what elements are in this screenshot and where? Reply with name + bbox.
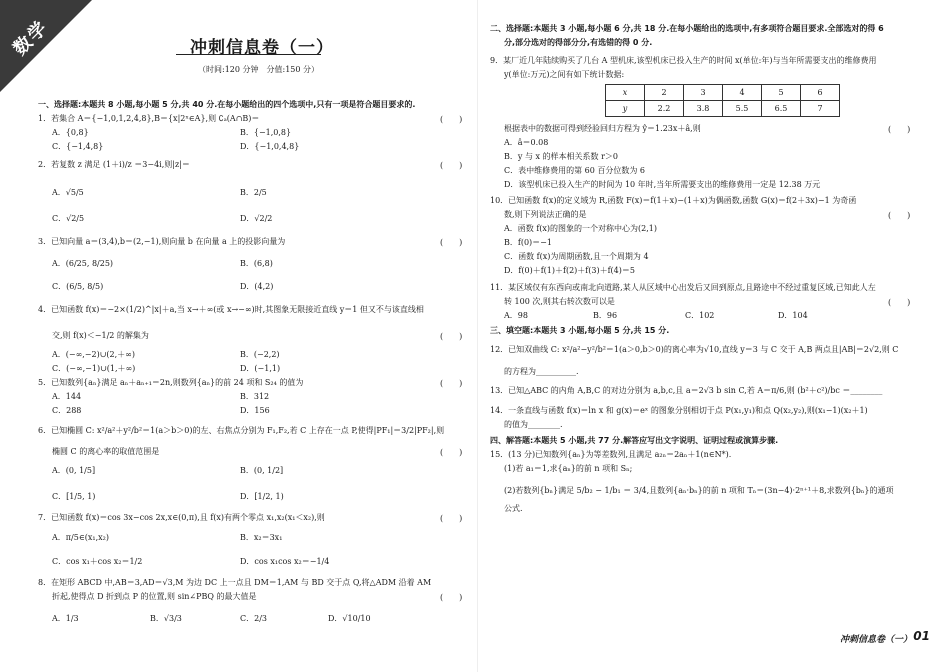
question-7: 7．已知函数 f(x)＝cos 3x−cos 2x,x∈(0,π),且 f(x)有两个零点 x₁,x₂(x₁＜x₂),则 [38, 513, 325, 522]
q1-option-a: A．{0,8} [52, 128, 89, 137]
q4-option-d: D．(−1,1) [240, 364, 281, 373]
table-cell: 2.2 [645, 101, 684, 117]
question-2: 2．若复数 z 满足 (1＋i)/z ＝3−4i,则|z|＝ [38, 160, 190, 169]
q7-option-b: B．x₂＝3x₁ [240, 533, 283, 542]
q1-option-c: C．{−1,4,8} [52, 142, 104, 151]
maintenance-cost-table [605, 84, 840, 117]
exam-title: 冲刺信息卷（一） [190, 38, 334, 58]
q8-option-a: A．1/3 [52, 614, 79, 623]
q5-option-a: A．144 [52, 392, 82, 401]
q11-option-d: D．104 [778, 311, 808, 320]
table-header-y: y [606, 101, 645, 117]
answer-paren-9: ( ) [888, 125, 911, 134]
table-row [606, 101, 840, 117]
question-5: 5．已知数列{aₙ}满足 aₙ＋aₙ₊₁＝2n,则数列{aₙ}的前 24 项和 S₂₄ 的值为 [38, 378, 304, 387]
q4-option-a: A．(−∞,−2)∪(2,＋∞) [52, 350, 135, 359]
q5-option-c: C．288 [52, 406, 82, 415]
q10-option-d: D．f(0)＋f(1)＋f(2)＋f(3)＋f(4)＝5 [504, 266, 635, 275]
question-12: 12．已知双曲线 C: x²/a²−y²/b²＝1(a＞0,b＞0)的离心率为√10,直线 y＝3 与 C 交于 A,B 两点且|AB|＝2√2,则 C [490, 345, 899, 354]
question-11: 11．某区域仅有东西向或南北向道路,某人从区域中心出发后又回到原点,且路途中不经过重复区域,已知此人左 [490, 283, 876, 292]
question-6: 6．已知椭圆 C: x²/a²＋y²/b²＝1(a＞b＞0)的左、右焦点分别为 F₁,F₂,若 C 上存在一点 P,使得|PF₁|＝3/2|PF₂|,则 [38, 426, 445, 435]
answer-paren-7: ( ) [440, 514, 463, 523]
table-cell: 3 [684, 85, 723, 101]
answer-paren-10: ( ) [888, 211, 911, 220]
subject-label: 数学 [9, 16, 53, 60]
question-15-part-2-cont: 公式. [504, 504, 523, 513]
question-9-cont: y(单位:万元)之间有如下统计数据: [504, 70, 625, 79]
q10-option-b: B．f(0)＝−1 [504, 238, 552, 247]
q5-option-d: D．156 [240, 406, 270, 415]
q7-option-d: D．cos x₁cos x₂＝−1/4 [240, 557, 330, 566]
page-number: 01 [913, 629, 930, 643]
title-underline [176, 54, 321, 55]
q7-option-c: C．cos x₁＋cos x₂＝1/2 [52, 557, 143, 566]
table-header-x: x [606, 85, 645, 101]
question-14: 14．一条直线与函数 f(x)＝ln x 和 g(x)＝eˣ 的图象分别相切于点 P(x₁,y₁)和点 Q(x₂,y₂),则(x₁−1)(x₂＋1) [490, 406, 868, 415]
table-cell: 6 [801, 85, 840, 101]
q10-option-c: C．函数 f(x)为周期函数,且一个周期为 4 [504, 252, 649, 261]
question-15: 15．(13 分)已知数列{aₙ}为等差数列,且满足 a₂ₙ＝2aₙ＋1(n∈N*). [490, 450, 732, 459]
table-cell: 4 [723, 85, 762, 101]
answer-paren-2: ( ) [440, 161, 463, 170]
exam-time-score: （时间:120 分钟 分值:150 分） [198, 65, 320, 74]
question-1: 1．若集合 A＝{−1,0,1,2,4,8},B＝{x|2ˣ∈A},则 ∁ₐ(A∩B)＝ [38, 114, 260, 123]
answer-paren-1: ( ) [440, 115, 463, 124]
question-3: 3．已知向量 a＝(3,4),b＝(2,−1),则向量 b 在向量 a 上的投影向量为 [38, 237, 286, 246]
answer-paren-11: ( ) [888, 298, 911, 307]
q2-option-a: A．√5/5 [52, 188, 84, 197]
question-9: 9．某厂近几年陆续购买了几台 A 型机床,该型机床已投入生产的时间 x(单位:年)与当年所需要支出的维修费用 [490, 56, 877, 65]
table-cell: 3.8 [684, 101, 723, 117]
q3-option-b: B．(6,8) [240, 259, 273, 268]
q2-option-b: B．2/5 [240, 188, 267, 197]
question-14-cont: 的值为________. [504, 420, 563, 429]
q3-option-c: C．(6/5, 8/5) [52, 282, 104, 291]
question-9-regression: 根据表中的数据可得到经验回归方程为 ŷ＝1.23x＋â,则 [504, 124, 701, 133]
footer-label: 冲刺信息卷（一） [839, 635, 912, 645]
question-4-cont: 交,则 f(x)＜−1/2 的解集为 [52, 331, 149, 340]
table-cell: 5.5 [723, 101, 762, 117]
q10-option-a: A．函数 f(x)的图象的一个对称中心为(2,1) [504, 224, 657, 233]
question-8: 8．在矩形 ABCD 中,AB＝3,AD＝√3,M 为边 DC 上一点且 DM＝1,AM 与 BD 交于点 Q,将△ADM 沿着 AM [38, 578, 432, 587]
question-15-part-2: (2)若数列{bₙ}满足 5/b₂ − 1/b₁ ＝ 3/4,且数列{aₙ·bₙ}的前 n 项和 Tₙ＝(3n−4)·2ⁿ⁺¹＋8,求数列{bₙ}的通项 [504, 486, 894, 495]
question-15-part-1: (1)若 a₁＝1,求{aₙ}的前 n 项和 Sₙ; [504, 464, 633, 473]
q8-option-d: D．√10/10 [328, 614, 371, 623]
q8-option-b: B．√3/3 [150, 614, 182, 623]
section-1-heading: 一、选择题:本题共 8 小题,每小题 5 分,共 40 分.在每小题给出的四个选项中,只有一项是符合题目要求的. [38, 100, 416, 109]
q11-option-b: B．96 [593, 311, 618, 320]
q11-option-a: A．98 [504, 311, 528, 320]
question-4: 4．已知函数 f(x)＝−2×(1/2)^|x|＋a,当 x→＋∞(或 x→−∞)时,其图象无限接近直线 y＝1 但又不与该直线相 [38, 305, 424, 314]
question-13: 13．已知△ABC 的内角 A,B,C 的对边分别为 a,b,c,且 a＝2√3 b sin C,若 A＝π/6,则 (b²＋c²)/bc ＝________ [490, 386, 883, 395]
q9-option-d: D．该型机床已投入生产的时间为 10 年时,当年所需要支出的维修费用一定是 12.38 万元 [504, 180, 821, 189]
question-10: 10．已知函数 f(x)的定义域为 R,函数 F(x)＝f(1＋x)−(1＋x)为偶函数,函数 G(x)＝f(2＋3x)−1 为奇函 [490, 196, 857, 205]
table-cell: 2 [645, 85, 684, 101]
table-cell: 7 [801, 101, 840, 117]
question-12-cont: 的方程为__________. [504, 367, 579, 376]
q9-option-a: A．â＝0.08 [504, 138, 549, 147]
answer-paren-5: ( ) [440, 379, 463, 388]
q9-option-b: B．y 与 x 的样本相关系数 r＞0 [504, 152, 618, 161]
q6-option-a: A．(0, 1/5] [52, 466, 96, 475]
q7-option-a: A．π/5∈(x₁,x₂) [52, 533, 109, 542]
q1-option-d: D．{−1,0,4,8} [240, 142, 300, 151]
q6-option-b: B．(0, 1/2] [240, 466, 284, 475]
q6-option-d: D．[1/2, 1) [240, 492, 284, 501]
q6-option-c: C．[1/5, 1) [52, 492, 96, 501]
q8-option-c: C．2/3 [240, 614, 267, 623]
answer-paren-8: ( ) [440, 593, 463, 602]
answer-paren-3: ( ) [440, 238, 463, 247]
table-row [606, 85, 840, 101]
table-cell: 5 [762, 85, 801, 101]
q3-option-a: A．(6/25, 8/25) [52, 259, 114, 268]
q3-option-d: D．(4,2) [240, 282, 274, 291]
answer-paren-4: ( ) [440, 332, 463, 341]
q2-option-d: D．√2/2 [240, 214, 273, 223]
question-11-cont: 转 100 次,则其右转次数可以是 [504, 297, 615, 306]
q5-option-b: B．312 [240, 392, 270, 401]
q2-option-c: C．√2/5 [52, 214, 85, 223]
table-cell: 6.5 [762, 101, 801, 117]
section-2-heading: 二、选择题:本题共 3 小题,每小题 6 分,共 18 分.在每小题给出的选项中,有多项符合题目要求.全部选对的得 6 [490, 24, 884, 33]
question-10-cont: 数,则下列说法正确的是 [504, 210, 587, 219]
q4-option-b: B．(−2,2) [240, 350, 280, 359]
question-8-cont: 折起,使得点 D 折到点 P 的位置,则 sin∠PBQ 的最大值是 [52, 592, 257, 601]
question-6-cont: 椭圆 C 的离心率的取值范围是 [52, 447, 160, 456]
q11-option-c: C．102 [685, 311, 715, 320]
q9-option-c: C．表中维修费用的第 60 百分位数为 6 [504, 166, 646, 175]
q1-option-b: B．{−1,0,8} [240, 128, 292, 137]
section-2-heading-cont: 分,部分选对的得部分分,有选错的得 0 分. [504, 38, 653, 47]
q4-option-c: C．(−∞,−1)∪(1,＋∞) [52, 364, 136, 373]
answer-paren-6: ( ) [440, 448, 463, 457]
section-4-heading: 四、解答题:本题共 5 小题,共 77 分.解答应写出文字说明、证明过程或演算步骤. [490, 436, 779, 445]
section-3-heading: 三、填空题:本题共 3 小题,每小题 5 分,共 15 分. [490, 326, 670, 335]
